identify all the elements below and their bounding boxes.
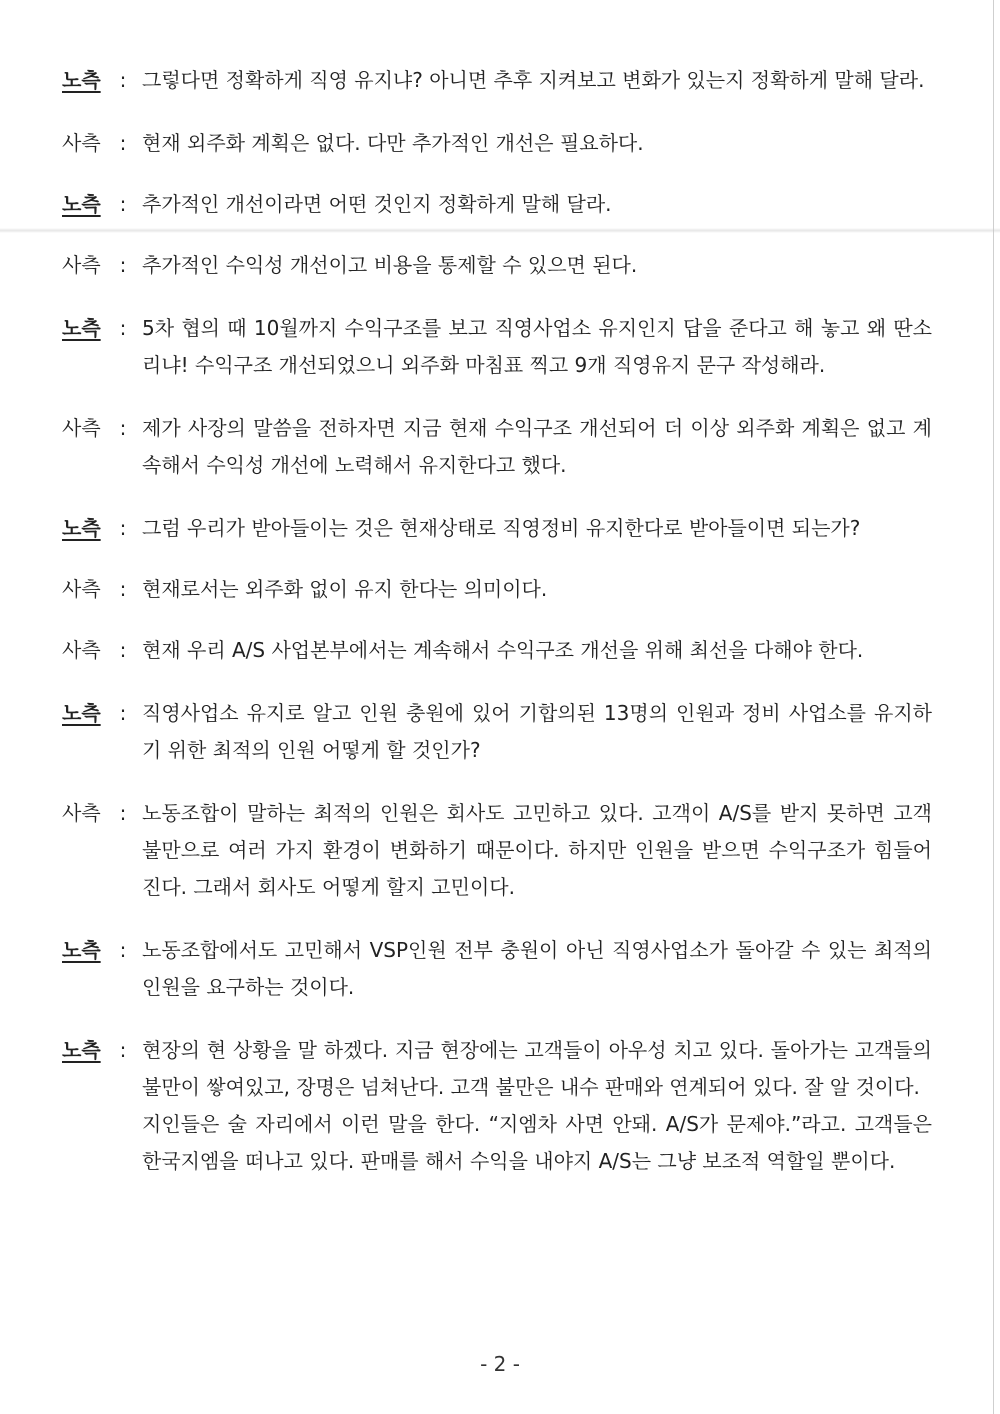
- speaker-label: 노측: [62, 68, 101, 92]
- speaker-separator: :: [119, 938, 127, 962]
- speaker-label: 사측: [62, 416, 101, 440]
- transcript-turn-company: [62, 632, 932, 669]
- meeting-transcript: [62, 62, 932, 1180]
- speaker-separator: :: [119, 701, 127, 725]
- statement-body: [138, 795, 932, 906]
- transcript-turn-union: [62, 1032, 932, 1180]
- transcript-turn-union: [62, 510, 932, 547]
- scan-edge-line: [993, 0, 994, 1414]
- statement-body: [138, 125, 932, 162]
- speaker-separator: :: [119, 1038, 127, 1062]
- statement-paragraph: 직영사업소 유지로 알고 인원 충원에 있어 기합의된 13명의 인원과 정비 사업소를 유지하기 위한 최적의 인원 어떻게 할 것인가?: [142, 701, 932, 762]
- statement-paragraph: 현재로서는 외주화 없이 유지 한다는 의미이다.: [142, 577, 548, 601]
- speaker-label: 사측: [62, 801, 101, 825]
- speaker-separator: :: [119, 68, 127, 92]
- statement-body: [138, 186, 932, 223]
- statement-body: [138, 695, 932, 769]
- speaker-label: 사측: [62, 577, 101, 601]
- statement-paragraph: 노동조합이 말하는 최적의 인원은 회사도 고민하고 있다. 고객이 A/S를 받지 못하면 고객 불만으로 여러 가지 환경이 변화하기 때문이다. 하지만 인원을 받으면 수익구조가 힘들어 진다. 그래서 회사도 어떻게 할지 고민이다.: [142, 801, 932, 899]
- speaker-label: 사측: [62, 638, 101, 662]
- speaker-separator: :: [119, 316, 127, 340]
- speaker-separator: :: [119, 192, 127, 216]
- transcript-turn-union: [62, 186, 932, 223]
- transcript-turn-company: [62, 571, 932, 608]
- statement-body: [138, 571, 932, 608]
- speaker-label: 사측: [62, 131, 101, 155]
- statement-body: [138, 247, 932, 284]
- transcript-turn-union: [62, 62, 932, 99]
- speaker-label: 노측: [62, 192, 101, 216]
- speaker-separator: :: [119, 131, 127, 155]
- statement-body: [138, 632, 932, 669]
- statement-paragraph: 추가적인 수익성 개선이고 비용을 통제할 수 있으면 된다.: [142, 253, 638, 277]
- page-number: - 2 -: [480, 1352, 520, 1376]
- transcript-turn-union: [62, 695, 932, 769]
- statement-paragraph: 지인들은 술 자리에서 이런 말을 한다. “지엠차 사면 안돼. A/S가 문제야.”라고. 고객들은 한국지엠을 떠나고 있다. 판매를 해서 수익을 내야지 A/S는 그냥 보조적 역할일 뿐이다.: [142, 1112, 932, 1173]
- transcript-turn-company: [62, 410, 932, 484]
- speaker-separator: :: [119, 638, 127, 662]
- statement-paragraph: 노동조합에서도 고민해서 VSP인원 전부 충원이 아닌 직영사업소가 돌아갈 수 있는 최적의 인원을 요구하는 것이다.: [142, 938, 932, 999]
- speaker-separator: :: [119, 577, 127, 601]
- speaker-label: 노측: [62, 701, 101, 725]
- speaker-separator: :: [119, 516, 127, 540]
- statement-paragraph: 현장의 현 상황을 말 하겠다. 지금 현장에는 고객들이 아우성 치고 있다. 돌아가는 고객들의 불만이 쌓여있고, 장명은 넘쳐난다. 고객 불만은 내수 판매와 연계되어 있다. 잘 알 것이다.: [142, 1038, 932, 1099]
- statement-body: [138, 1032, 932, 1180]
- statement-paragraph: 그럼 우리가 받아들이는 것은 현재상태로 직영정비 유지한다로 받아들이면 되는가?: [142, 516, 861, 540]
- statement-body: [138, 410, 932, 484]
- speaker-separator: :: [119, 416, 127, 440]
- speaker-separator: :: [119, 801, 127, 825]
- statement-paragraph: 제가 사장의 말씀을 전하자면 지금 현재 수익구조 개선되어 더 이상 외주화 계획은 없고 계속해서 수익성 개선에 노력해서 유지한다고 했다.: [142, 416, 932, 477]
- statement-body: [138, 62, 932, 99]
- statement-body: [138, 510, 932, 547]
- statement-paragraph: 5차 협의 때 10월까지 수익구조를 보고 직영사업소 유지인지 답을 준다고 해 놓고 왜 딴소리냐! 수익구조 개선되었으니 외주화 마침표 찍고 9개 직영유지 문구 작성해라.: [142, 316, 932, 377]
- speaker-label: 노측: [62, 938, 101, 962]
- statement-paragraph: 그렇다면 정확하게 직영 유지냐? 아니면 추후 지켜보고 변화가 있는지 정확하게 말해 달라.: [142, 68, 925, 92]
- statement-paragraph: 추가적인 개선이라면 어떤 것인지 정확하게 말해 달라.: [142, 192, 612, 216]
- transcript-turn-union: [62, 310, 932, 384]
- statement-paragraph: 현재 외주화 계획은 없다. 다만 추가적인 개선은 필요하다.: [142, 131, 644, 155]
- statement-body: [138, 310, 932, 384]
- speaker-label: 사측: [62, 253, 101, 277]
- transcript-turn-company: [62, 125, 932, 162]
- transcript-turn-union: [62, 932, 932, 1006]
- speaker-separator: :: [119, 253, 127, 277]
- transcript-turn-company: [62, 247, 932, 284]
- speaker-label: 노측: [62, 1038, 101, 1062]
- transcript-turn-company: [62, 795, 932, 906]
- speaker-label: 노측: [62, 516, 101, 540]
- statement-paragraph: 현재 우리 A/S 사업본부에서는 계속해서 수익구조 개선을 위해 최선을 다해야 한다.: [142, 638, 864, 662]
- speaker-label: 노측: [62, 316, 101, 340]
- statement-body: [138, 932, 932, 1006]
